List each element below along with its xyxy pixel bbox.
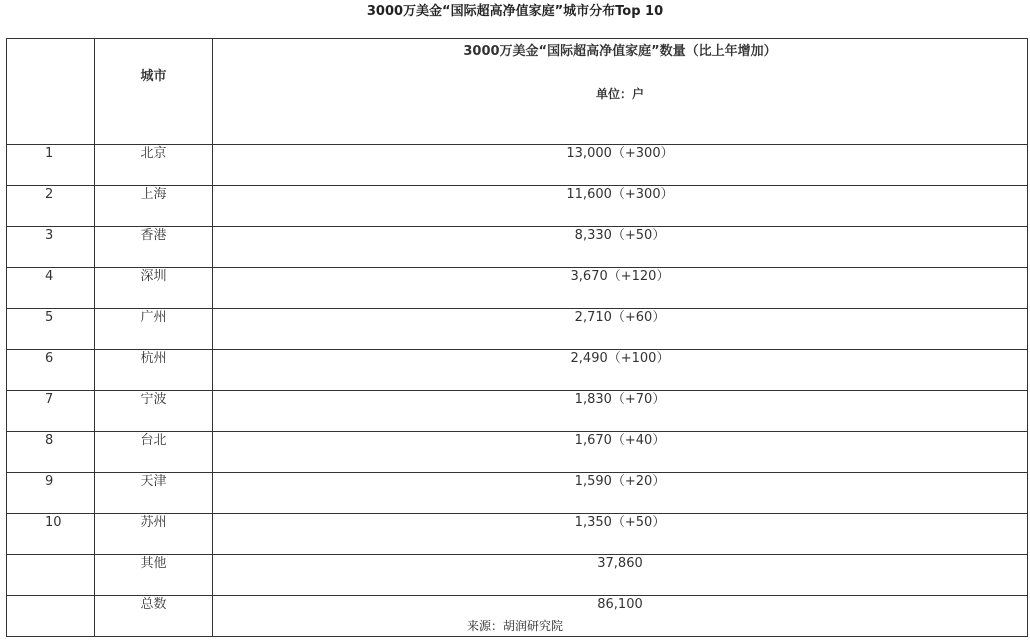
city-cell: 台北 xyxy=(95,432,213,473)
rank-cell: 10 xyxy=(7,514,95,555)
city-cell: 苏州 xyxy=(95,514,213,555)
table-row xyxy=(7,227,1028,268)
table-row xyxy=(7,555,1028,596)
count-cell: 11,600（+300） xyxy=(213,186,1028,227)
count-cell: 13,000（+300） xyxy=(213,145,1028,186)
city-distribution-table xyxy=(6,38,1028,637)
count-cell: 8,330（+50） xyxy=(213,227,1028,268)
rank-cell: 3 xyxy=(7,227,95,268)
count-cell: 1,350（+50） xyxy=(213,514,1028,555)
header-count xyxy=(213,39,1028,145)
source-note: 来源：胡润研究院 xyxy=(466,619,563,633)
city-cell: 深圳 xyxy=(95,268,213,309)
page-title: 3000万美金“国际超高净值家庭”城市分布Top 10 xyxy=(366,4,664,19)
rank-cell xyxy=(7,555,95,596)
rank-cell: 7 xyxy=(7,391,95,432)
header-count-title: 3000万美金“国际超高净值家庭”数量（比上年增加） xyxy=(463,44,777,59)
rank-cell: 1 xyxy=(7,145,95,186)
table-header-row xyxy=(7,39,1028,145)
count-cell: 37,860 xyxy=(213,555,1028,596)
count-cell: 2,710（+60） xyxy=(213,309,1028,350)
count-cell: 1,830（+70） xyxy=(213,391,1028,432)
count-cell: 2,490（+100） xyxy=(213,350,1028,391)
rank-cell: 6 xyxy=(7,350,95,391)
rank-cell: 9 xyxy=(7,473,95,514)
city-cell: 上海 xyxy=(95,186,213,227)
count-cell: 3,670（+120） xyxy=(213,268,1028,309)
table-row xyxy=(7,186,1028,227)
table-row xyxy=(7,514,1028,555)
city-cell: 广州 xyxy=(95,309,213,350)
count-cell: 86,100 xyxy=(213,596,1028,637)
table-row xyxy=(7,391,1028,432)
city-cell: 北京 xyxy=(95,145,213,186)
table-row xyxy=(7,350,1028,391)
rank-cell: 4 xyxy=(7,268,95,309)
city-cell: 总数 xyxy=(95,596,213,637)
header-city: 城市 xyxy=(95,39,213,145)
table-row xyxy=(7,473,1028,514)
table-row xyxy=(7,309,1028,350)
header-count-unit: 单位：户 xyxy=(595,87,644,101)
city-cell: 杭州 xyxy=(95,350,213,391)
table-row xyxy=(7,432,1028,473)
city-cell: 香港 xyxy=(95,227,213,268)
header-rank xyxy=(7,39,95,145)
city-cell: 宁波 xyxy=(95,391,213,432)
table-row xyxy=(7,145,1028,186)
count-cell: 1,590（+20） xyxy=(213,473,1028,514)
rank-cell: 8 xyxy=(7,432,95,473)
table-row xyxy=(7,268,1028,309)
city-cell: 天津 xyxy=(95,473,213,514)
rank-cell: 5 xyxy=(7,309,95,350)
rank-cell: 2 xyxy=(7,186,95,227)
city-cell: 其他 xyxy=(95,555,213,596)
count-cell: 1,670（+40） xyxy=(213,432,1028,473)
